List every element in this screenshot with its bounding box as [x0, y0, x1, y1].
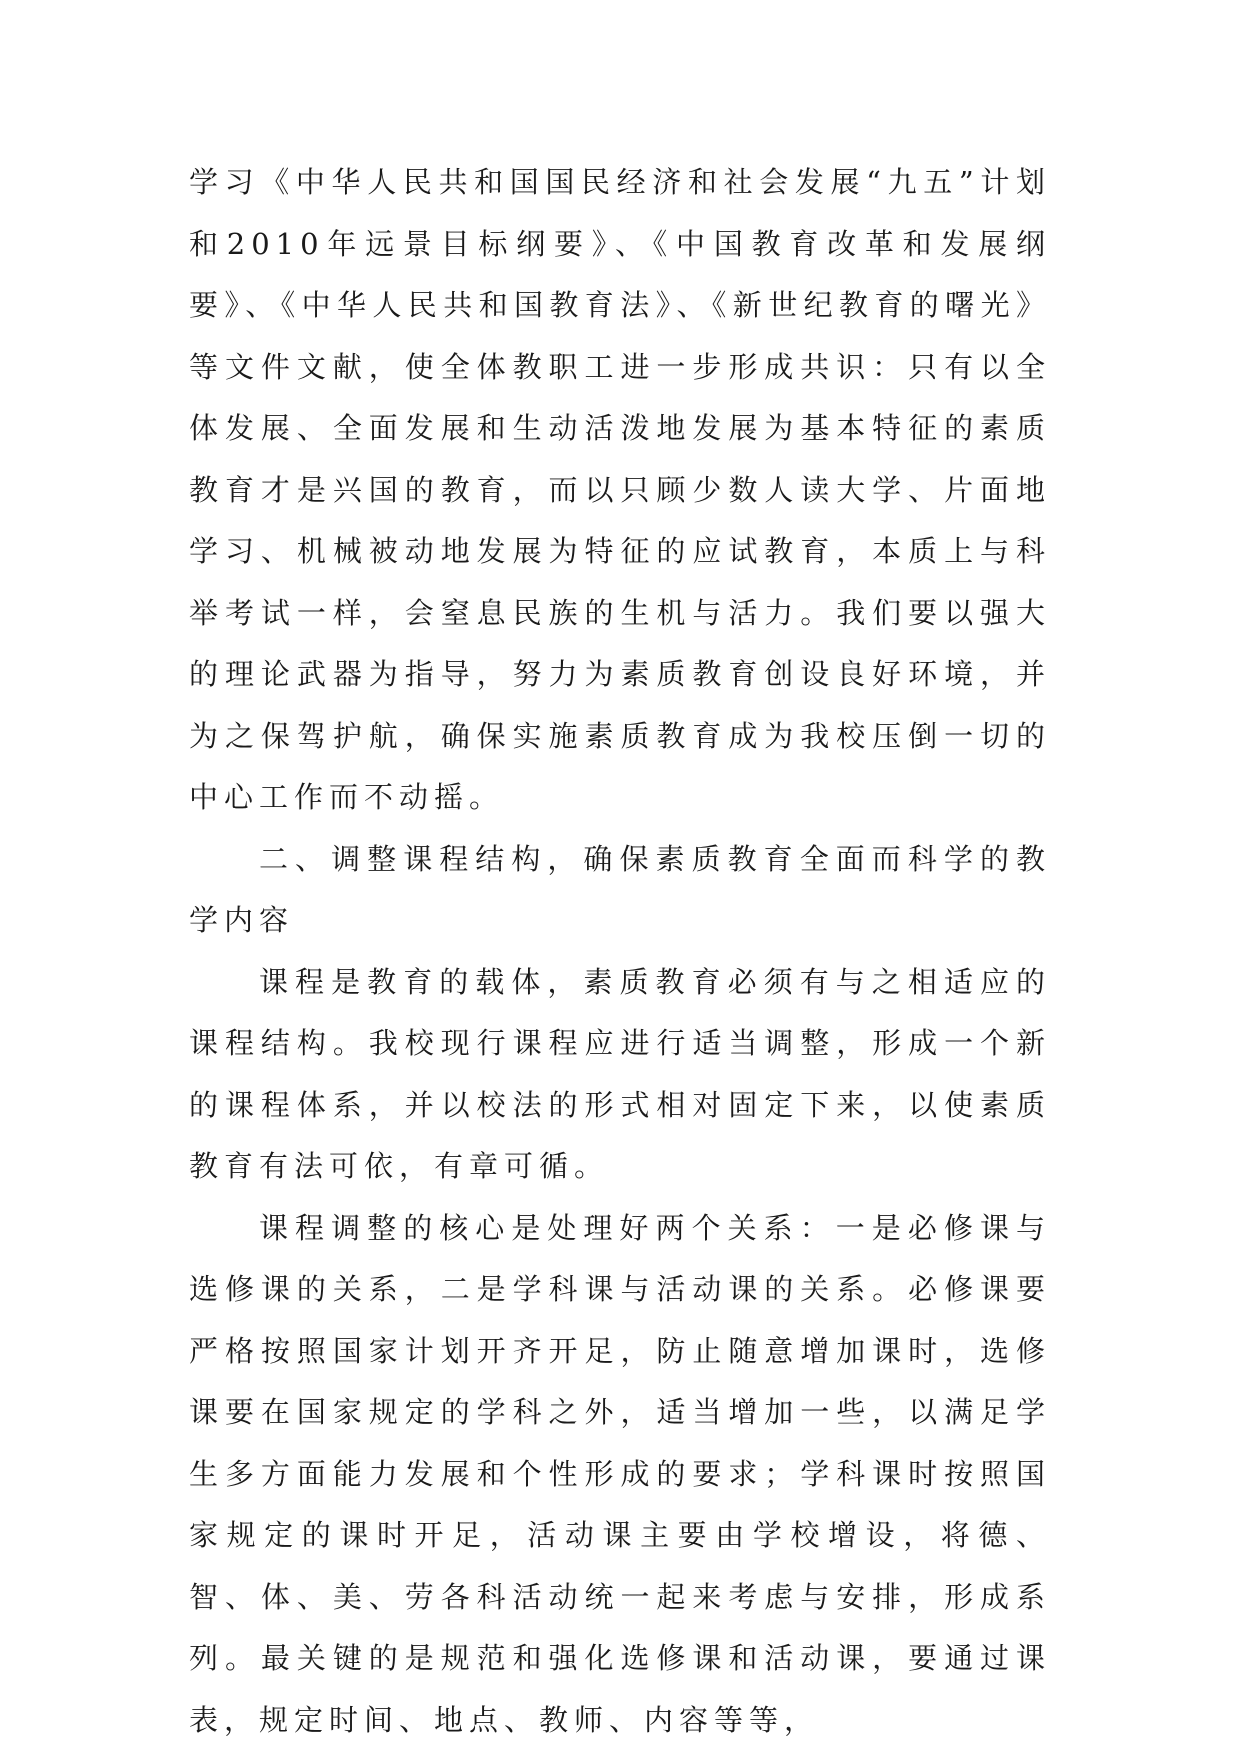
body-text	[189, 152, 1051, 1751]
paragraph-curriculum-core: 课程调整的核心是处理好两个关系：一是必修课与选修课的关系，二是学科课与活动课的关系。必修课要严格按照国家计划开齐开足，防止随意增加课时，选修课要在国家规定的学科之外，适当增加一些，以满足学生多方面能力发展和个性形成的要求；学科课时按照国家规定的课时开足，活动课主要由学校增设，将德、智、体、美、劳各科活动统一起来考虑与安排，形成系列。最关键的是规范和强化选修课和活动课，要通过课表，规定时间、地点、教师、内容等等，	[189, 1210, 1051, 1737]
paragraph-curriculum-carrier: 课程是教育的载体，素质教育必须有与之相适应的课程结构。我校现行课程应进行适当调整，形成一个新的课程体系，并以校法的形式相对固定下来，以使素质教育有法可依，有章可循。	[189, 964, 1051, 1183]
section-heading-curriculum: 二、调整课程结构，确保素质教育全面而科学的教学内容	[189, 841, 1051, 937]
paragraph-study-documents: 学习《中华人民共和国国民经济和社会发展“九五”计划和2010年远景目标纲要》、《中国教育改革和发展纲要》、《中华人民共和国教育法》、《新世纪教育的曙光》等文件文献，使全体教职工进一步形成共识：只有以全体发展、全面发展和生动活泼地发展为基本特征的素质教育才是兴国的教育，而以只顾少数人读大学、片面地学习、机械被动地发展为特征的应试教育，本质上与科举考试一样，会窒息民族的生机与活力。我们要以强大的理论武器为指导，努力为素质教育创设良好环境，并为之保驾护航，确保实施素质教育成为我校压倒一切的中心工作而不动摇。	[189, 165, 1051, 814]
